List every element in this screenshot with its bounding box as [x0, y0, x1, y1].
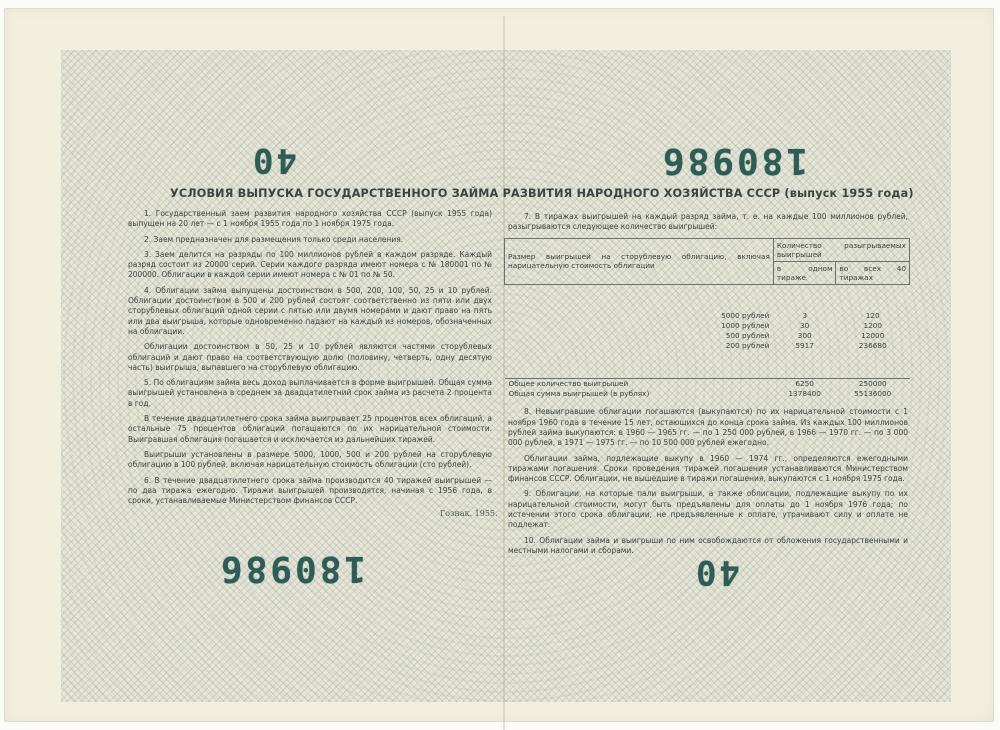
clause-6: 6. В течение двадцатилетнего срока займа производится 40 тиражей выигрышей — по два тиража ежегодно. Тиражи выигрышей производятся, начиная с 1956 года, в сроки, устанавливаемые Министерством финансов СССР. — [128, 475, 492, 506]
total-sum-row: Общая сумма выигрышей (в рублях) 1378400 55136000 — [508, 389, 892, 399]
clause-7: 7. В тиражах выигрышей на каждый разряд займа, т. е. на каждые 100 миллионов рублей, разыгрываются следующее количество выигрышей: — [508, 212, 908, 232]
goznak-imprint: Гознак. 1955. — [440, 509, 498, 518]
category-number-bottom-right: 40 — [693, 552, 740, 592]
clause-8: 8. Невыигравшие облигации погашаются (выкупаются) по их нарицательной стоимости с 1 ноября 1960 года в течение 15 лет, остающихся до конца срока займа. Из каждых 100 миллионов рублей займа выкупаются: в 1960 — 1965 гг. — по 1 250 000 рублей, в 1966 — 1970 гг. — по 3 000 000 рублей, в 1971 — 1975 гг. — по 10 500 000 рублей ежегодно. — [508, 407, 908, 448]
all-draws-header: во всех 40 тиражах — [836, 261, 910, 284]
conditions-right-column — [508, 212, 908, 561]
table-row: 5000 рублей 3 120 — [721, 310, 880, 320]
clause-4-cont: Облигации достоинством в 50, 25 и 10 рублей являются частями сторублевых облигаций и дают право на соответствующую долю (половину, четверть, одну десятую часть) выигрыша, выпавшего на сторублевую облигацию. — [128, 342, 492, 372]
conditions-title: УСЛОВИЯ ВЫПУСКА ГОСУДАРСТВЕННОГО ЗАЙМА РАЗВИТИЯ НАРОДНОГО ХОЗЯЙСТВА СССР (выпуск 1955 года) — [170, 187, 914, 200]
one-draw-header: в одном тираже — [773, 261, 836, 284]
clause-2: 2. Заем предназначен для размещения только среди населения. — [144, 234, 404, 244]
series-number-bottom-left: 180986 — [218, 548, 367, 589]
conditions-left-column — [128, 209, 492, 511]
clause-8-cont: Облигации займа, подлежащие выкупу в 1960 — 1974 гг., определяются ежегодными тиражами погашения. Сроки проведения тиражей погашения устанавливаются Министерством финансов СССР. Облигации, не вышедшие в тиражи погашения, выкупаются с 1 ноября 1975 года. — [508, 453, 908, 484]
clause-9: 9. Облигации, на которые пали выигрыши, а также облигации, подлежащие выкупу по их нарицательной стоимости, могут быть предъявлены для оплаты до 1 ноября 1976 года; по истечении этого срока облигации, не предъявленные к оплате, утрачивают силу и оплате не подлежат. — [508, 489, 908, 530]
prize-table — [504, 238, 910, 400]
table-row: 500 рублей 300 12000 — [725, 331, 885, 341]
clause-5-cont-2: Выигрыши установлены в размере 5000, 1000, 500 и 200 рублей на сторублевую облигацию в 100 рублей, включая нарицательную стоимость облигации (сто рублей). — [128, 449, 492, 470]
series-number-top-right: 180986 — [660, 140, 809, 181]
prize-count-header: Количество разыгрываемых выигрышей — [773, 238, 909, 261]
table-row: 200 рублей 5917 236680 — [725, 341, 887, 351]
clause-4: 4. Облигации займа выпущены достоинством в 500, 200, 100, 50, 25 и 10 рублей. Облигации достоинством в 500 и 200 рублей состоят соответственно из пяти или двух сторублевых облигаций одной серии с пятью или двумя номерами и дают право на пять или два выигрыша, которые одновременно падают на каждый из номеров, обозначенных на облигации. — [128, 285, 492, 336]
category-number-top-left: 40 — [250, 140, 297, 180]
clause-5: 5. По облигациям займа весь доход выплачивается в форме выигрышей. Общая сумма выигрышей установлена в среднем за двадцатилетний срок займа из расчета 2 процента в год. — [128, 378, 492, 408]
clause-3: 3. Заем делится на разряды по 100 миллионов рублей в каждом разряде. Каждый разряд состоит из 20000 серий. Серии каждого разряда имеют номера с № 180001 по № 200000. Облигации в каждой серии имеют номера с № 01 по № 50. — [128, 249, 492, 280]
prize-size-header: Размер выигрышей на сторублевую облигацию, включая нарицательную стоимость облигации — [505, 238, 774, 284]
clause-5-cont-1: В течение двадцатилетнего срока займа выигрывает 25 процентов всех облигаций, а остальные 75 процентов облигаций погашаются по их нарицательной стоимости. Выигравшая облигация погашается и исключается из дальнейших тиражей. — [128, 414, 492, 444]
total-count-row: Общее количество выигрышей 6250 250000 — [505, 378, 910, 389]
clause-10: 10. Облигации займа и выигрыши по ним освобождаются от обложения государственными и местными налогами и сборами. — [508, 535, 908, 555]
clause-1: 1. Государственный заем развития народного хозяйства СССР (выпуск 1955 года) выпущен на 20 лет — с 1 ноября 1955 года по 1 ноября 1975 года. — [128, 209, 492, 229]
table-row: 1000 рублей 30 1200 — [721, 320, 883, 330]
